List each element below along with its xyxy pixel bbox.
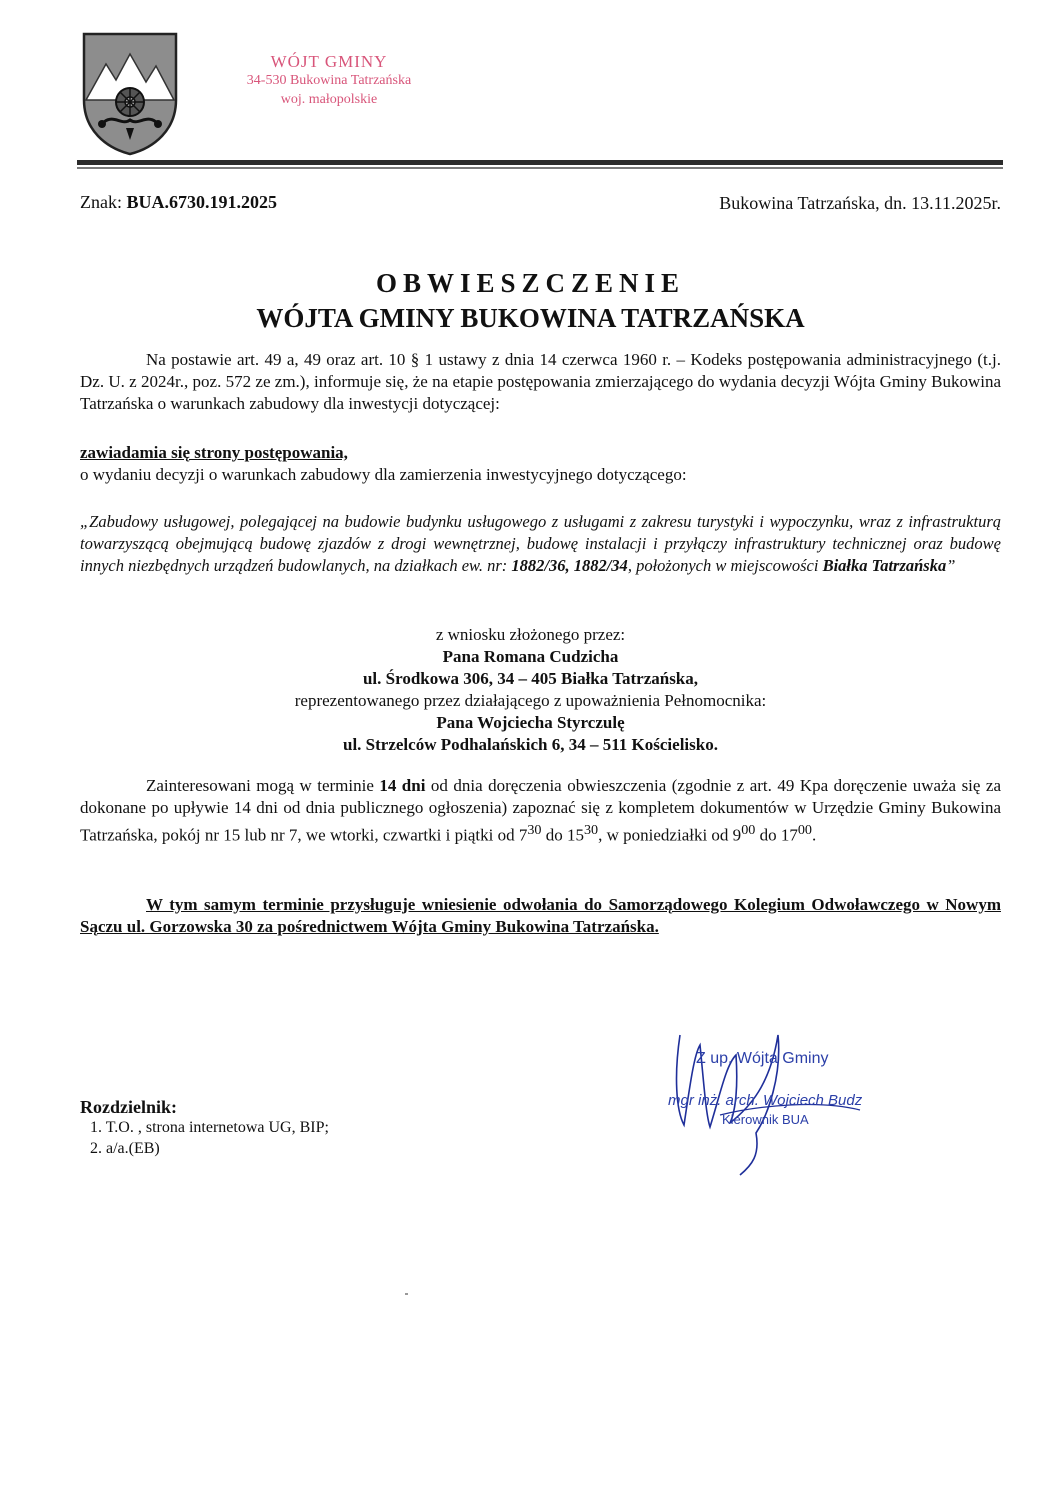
time-sup-2: 30 (583, 822, 599, 838)
scan-speck (405, 1293, 408, 1295)
time-sup-1: 30 (527, 822, 542, 838)
review-part-6: . (812, 825, 817, 845)
stamp-line-1: WÓJT GMINY (270, 52, 388, 71)
review-part-2: od dnia doręczenia obwieszczenia (zgodnie z art. 49 Kpa doręczenie uważa się za dokonane po upływie 14 dni od dnia publicznego ogłoszenia) zapoznać się z kompletem dokumentów w Urzędzie Gminy Bukowina Tatrzańska, pokój nr 15 lub nr 7, we wtorki, czwartki i piątki od 7 (80, 776, 1002, 845)
review-part-5: do 17 (755, 825, 798, 845)
review-part-1: Zainteresowani mogą w terminie (146, 776, 374, 795)
office-stamp (229, 52, 429, 109)
applicant-name: Pana Romana Cudzicha (442, 647, 619, 666)
reference-number (80, 192, 277, 213)
applicant-address: ul. Środkowa 306, 34 – 405 Białka Tatrzańska, (362, 669, 699, 688)
applicant-intro: z wniosku złożonego przez: (435, 625, 626, 644)
representative-intro: reprezentowanego przez działającego z upoważnienia Pełnomocnika: (294, 691, 767, 710)
representative-name: Pana Wojciecha Styrczulę (436, 713, 625, 732)
document-title: OBWIESZCZENIE (375, 268, 686, 298)
intro-paragraph: Na postawie art. 49 a, 49 oraz art. 10 § 1 ustawy z dnia 14 czerwca 1960 r. – Kodeks postępowania administracyjnego (t.j. Dz. U. z 2024r., poz. 572 ze zm.), informuje się, że na etapie postępowania zmierzającego do wydania decyzji Wójta Gminy Bukowina Tatrzańska o warunkach zabudowy dla inwestycji dotyczącej: (80, 350, 1001, 413)
time-sup-4: 00 (797, 822, 812, 838)
quote-text-b: , położonych w miejscowości (627, 556, 819, 575)
signature-line-2: mgr inż. arch. Wojciech Budz (668, 1092, 863, 1109)
time-sup-3: 00 (741, 822, 756, 838)
party-subline: o wydaniu decyzji o warunkach zabudowy dla zamierzenia inwestycyjnego dotyczącego: (80, 465, 687, 484)
review-days: 14 dni (379, 776, 426, 795)
parcel-2: 1882/34 (573, 556, 628, 575)
place-name: Białka Tatrzańska (822, 556, 947, 575)
investment-description (80, 511, 1001, 577)
reference-value: BUA.6730.191.2025 (126, 192, 278, 212)
document-date: Bukowina Tatrzańska, dn. 13.11.2025r. (719, 193, 1001, 213)
reference-label: Znak: (80, 192, 122, 212)
stamp-line-2: 34-530 Bukowina Tatrzańska (246, 73, 412, 88)
document-subtitle: WÓJTA GMINY BUKOWINA TATRZAŃSKA (256, 303, 805, 333)
review-part-4: , w poniedziałki od 9 (598, 825, 742, 845)
representative-address: ul. Strzelców Podhalańskich 6, 34 – 511 Kościelisko. (343, 735, 718, 754)
parcel-1: 1882/36, (511, 556, 570, 575)
review-paragraph (80, 775, 1001, 847)
quote-text-a: „Zabudowy usługowej, polegającej na budowie budynku usługowego z usługami z zakresu turystyki i wypoczynku, wraz z infrastrukturą towarzyszącą obejmującą budowę zjazdów z drogi wewnętrznej, budowę instalacji i przyłączy infrastruktury technicznej oraz budowę innych niezbędnych urządzeń budowlanych, na działkach ew. nr: (80, 512, 1001, 575)
appeal-paragraph: W tym samym terminie przysługuje wniesienie odwołania do Samorządowego Kolegium Odwoławczego w Nowym Sączu ul. Gorzowska 30 za pośrednictwem Wójta Gminy Bukowina Tatrzańska. (80, 895, 1001, 936)
quote-close: ” (946, 556, 956, 575)
review-part-3: do 15 (541, 825, 584, 845)
distribution-heading: Rozdzielnik: (80, 1097, 177, 1117)
distribution-item-1: 1. T.O. , strona internetowa UG, BIP; (90, 1119, 329, 1136)
signature-line-1: Z up. Wójta Gminy (696, 1050, 829, 1067)
header-rule-thin (77, 167, 1003, 169)
stamp-line-3: woj. małopolskie (280, 92, 378, 107)
coat-of-arms-icon (80, 30, 180, 158)
signature-line-3: Kierownik BUA (722, 1112, 809, 1127)
distribution-item-2: 2. a/a.(EB) (90, 1140, 160, 1157)
party-heading: zawiadamia się strony postępowania, (80, 443, 348, 462)
header-rule (77, 160, 1003, 165)
